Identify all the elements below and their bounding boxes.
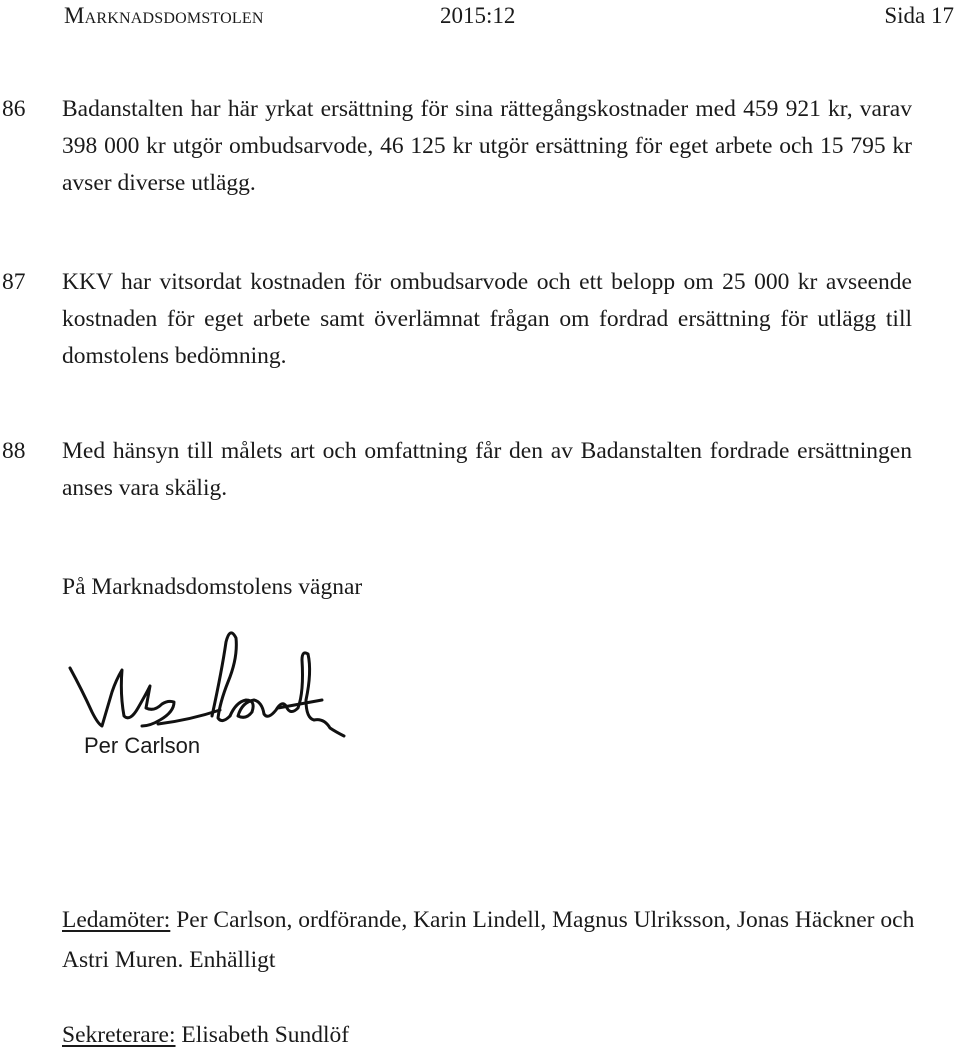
page-header [0, 0, 960, 40]
court-name: Marknadsdomstolen [64, 3, 264, 28]
closing-line: På Marknadsdomstolens vägnar [62, 574, 363, 600]
paragraph-number: 88 [2, 438, 26, 464]
handwritten-signature [50, 620, 350, 750]
page-number: Sida 17 [884, 3, 954, 28]
members-text: Per Carlson, ordförande, Karin Lindell, Magnus Ulriksson, Jonas Häckner och Astri Muren. Enhälligt [62, 907, 915, 973]
paragraph-number: 86 [2, 96, 26, 122]
paragraph-number: 87 [2, 269, 26, 295]
members-block [62, 900, 942, 980]
secretary-block [62, 1022, 349, 1049]
secretary-label: Sekreterare: [62, 1022, 176, 1048]
members-label: Ledamöter: [62, 907, 171, 933]
paragraph-text: Med hänsyn till målets art och omfattning får den av Badanstalten fordrade ersättningen anses vara skälig. [62, 438, 912, 501]
paragraph-text: KKV har vitsordat kostnaden för ombudsarvode och ett belopp om 25 000 kr avseende kostnaden för eget arbete samt överlämnat frågan om fordrad ersättning för utlägg till domstolens bedömning. [62, 269, 912, 369]
signer-name: Per Carlson [84, 733, 201, 758]
paragraph-text: Badanstalten har här yrkat ersättning för sina rättegångskostnader med 459 921 kr, varav 398 000 kr utgör ombudsarvode, 46 125 kr utgör ersättning för eget arbete och 15 795 kr avser diverse utlägg. [62, 96, 912, 196]
secretary-name: Elisabeth Sundlöf [175, 1022, 350, 1048]
document-number: 2015:12 [440, 3, 516, 28]
